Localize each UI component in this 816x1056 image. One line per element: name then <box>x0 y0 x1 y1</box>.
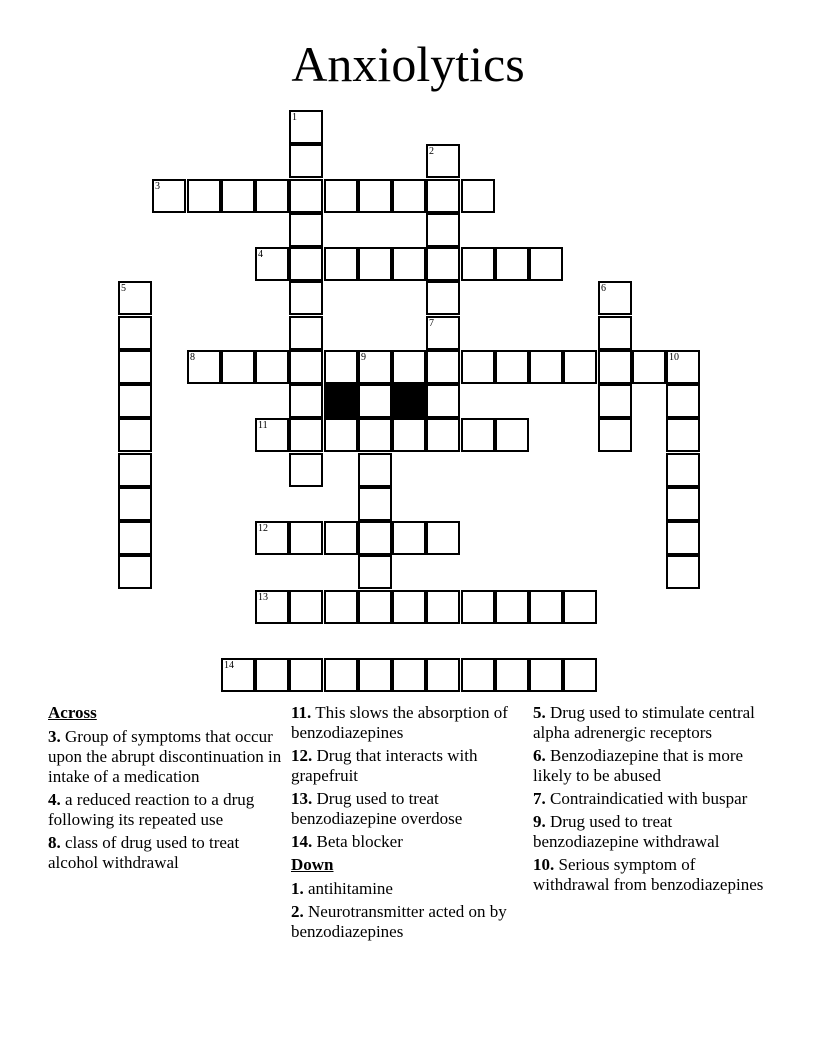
clue-down-2: 2. Neurotransmitter acted on by benzodiazepines <box>291 902 507 941</box>
grid-cell[interactable] <box>289 350 323 384</box>
grid-cell[interactable] <box>152 179 186 213</box>
grid-cell[interactable] <box>461 658 495 692</box>
grid-cell[interactable] <box>358 247 392 281</box>
grid-cell[interactable] <box>426 213 460 247</box>
grid-cell[interactable] <box>255 590 289 624</box>
grid-cell[interactable] <box>598 316 632 350</box>
grid-cell[interactable] <box>392 179 426 213</box>
grid-cell[interactable] <box>495 247 529 281</box>
clue-across-3: 3. Group of symptoms that occur upon the abrupt discontinuation in intake of a medication <box>48 727 282 786</box>
clue-column-1 <box>48 703 284 876</box>
grid-cell[interactable] <box>461 350 495 384</box>
black-square <box>392 384 426 418</box>
grid-cell[interactable] <box>255 418 289 452</box>
grid-cell[interactable] <box>495 590 529 624</box>
grid-cell[interactable] <box>392 418 426 452</box>
grid-cell[interactable] <box>632 350 666 384</box>
clue-across-14: 14. Beta blocker <box>291 832 403 851</box>
grid-cell[interactable] <box>358 179 392 213</box>
grid-cell[interactable] <box>255 521 289 555</box>
grid-cell[interactable] <box>666 487 700 521</box>
grid-cell[interactable] <box>324 521 358 555</box>
clue-number: 1 <box>292 112 297 123</box>
grid-cell[interactable] <box>118 521 152 555</box>
grid-cell[interactable] <box>392 247 426 281</box>
clue-down-1: 1. antihitamine <box>291 879 393 898</box>
clue-down-6: 6. Benzodiazepine that is more likely to be abused <box>533 746 744 785</box>
grid-cell[interactable] <box>289 247 323 281</box>
grid-cell[interactable] <box>118 384 152 418</box>
grid-cell[interactable] <box>495 418 529 452</box>
grid-cell[interactable] <box>666 384 700 418</box>
grid-cell[interactable] <box>118 350 152 384</box>
grid-cell[interactable] <box>598 418 632 452</box>
grid-cell[interactable] <box>563 350 597 384</box>
grid-cell[interactable] <box>255 350 289 384</box>
grid-cell[interactable] <box>289 179 323 213</box>
grid-cell[interactable] <box>118 555 152 589</box>
grid-cell[interactable] <box>563 658 597 692</box>
grid-cell[interactable] <box>255 658 289 692</box>
grid-cell[interactable] <box>324 658 358 692</box>
grid-cell[interactable] <box>221 179 255 213</box>
grid-cell[interactable] <box>529 590 563 624</box>
clue-number: 6 <box>601 283 606 294</box>
grid-cell[interactable] <box>461 418 495 452</box>
grid-cell[interactable] <box>289 453 323 487</box>
grid-cell[interactable] <box>495 658 529 692</box>
grid-cell[interactable] <box>289 281 323 315</box>
grid-cell[interactable] <box>529 247 563 281</box>
grid-cell[interactable] <box>289 418 323 452</box>
grid-cell[interactable] <box>426 418 460 452</box>
grid-cell[interactable] <box>255 247 289 281</box>
grid-cell[interactable] <box>358 658 392 692</box>
clue-across-13: 13. Drug used to treat benzodiazepine overdose <box>291 789 463 828</box>
clue-number: 13 <box>258 592 268 603</box>
clue-number: 3 <box>155 181 160 192</box>
clue-down-5: 5. Drug used to stimulate central alpha adrenergic receptors <box>533 703 755 742</box>
grid-cell[interactable] <box>221 350 255 384</box>
grid-cell[interactable] <box>289 521 323 555</box>
clue-number: 5 <box>121 283 126 294</box>
grid-cell[interactable] <box>118 487 152 521</box>
black-square <box>324 384 358 418</box>
grid-cell[interactable] <box>358 350 392 384</box>
grid-cell[interactable] <box>666 453 700 487</box>
grid-cell[interactable] <box>426 316 460 350</box>
grid-cell[interactable] <box>426 247 460 281</box>
clue-number: 10 <box>669 352 679 363</box>
clue-across-11: 11. This slows the absorption of benzodiazepines <box>291 703 508 742</box>
grid-cell[interactable] <box>461 590 495 624</box>
grid-cell[interactable] <box>392 350 426 384</box>
grid-cell[interactable] <box>358 453 392 487</box>
grid-cell[interactable] <box>358 418 392 452</box>
grid-cell[interactable] <box>666 555 700 589</box>
clue-number: 11 <box>258 420 268 431</box>
clue-across-4: 4. a reduced reaction to a drug following its repeated use <box>48 790 255 829</box>
clue-number: 12 <box>258 523 268 534</box>
clue-down-9: 9. Drug used to treat benzodiazepine withdrawal <box>533 812 720 851</box>
grid-cell[interactable] <box>324 247 358 281</box>
grid-cell[interactable] <box>187 179 221 213</box>
grid-cell[interactable] <box>289 658 323 692</box>
grid-cell[interactable] <box>358 590 392 624</box>
grid-cell[interactable] <box>392 658 426 692</box>
grid-cell[interactable] <box>255 179 289 213</box>
clue-column-2 <box>291 703 527 945</box>
grid-cell[interactable] <box>289 316 323 350</box>
grid-cell[interactable] <box>358 555 392 589</box>
grid-cell[interactable] <box>426 521 460 555</box>
grid-cell[interactable] <box>495 350 529 384</box>
grid-cell[interactable] <box>529 350 563 384</box>
grid-cell[interactable] <box>289 144 323 178</box>
grid-cell[interactable] <box>289 213 323 247</box>
grid-cell[interactable] <box>324 179 358 213</box>
grid-cell[interactable] <box>598 384 632 418</box>
grid-cell[interactable] <box>324 350 358 384</box>
grid-cell[interactable] <box>289 384 323 418</box>
clue-number: 7 <box>429 318 434 329</box>
grid-cell[interactable] <box>358 384 392 418</box>
grid-cell[interactable] <box>118 453 152 487</box>
clue-number: 9 <box>361 352 366 363</box>
across-heading: Across <box>48 703 97 722</box>
clue-across-12: 12. Drug that interacts with grapefruit <box>291 746 478 785</box>
grid-cell[interactable] <box>392 521 426 555</box>
clue-number: 2 <box>429 146 434 157</box>
grid-cell[interactable] <box>118 316 152 350</box>
grid-cell[interactable] <box>187 350 221 384</box>
grid-cell[interactable] <box>426 144 460 178</box>
down-heading: Down <box>291 855 334 874</box>
grid-cell[interactable] <box>666 418 700 452</box>
grid-cell[interactable] <box>289 590 323 624</box>
grid-cell[interactable] <box>426 384 460 418</box>
clue-number: 4 <box>258 249 263 260</box>
grid-cell[interactable] <box>358 521 392 555</box>
grid-cell[interactable] <box>461 247 495 281</box>
grid-cell[interactable] <box>324 590 358 624</box>
grid-cell[interactable] <box>529 658 563 692</box>
grid-cell[interactable] <box>426 590 460 624</box>
grid-cell[interactable] <box>426 281 460 315</box>
clue-down-7: 7. Contraindicatied with buspar <box>533 789 748 808</box>
grid-cell[interactable] <box>289 110 323 144</box>
grid-cell[interactable] <box>118 418 152 452</box>
grid-cell[interactable] <box>426 350 460 384</box>
clue-column-3 <box>533 703 769 898</box>
clue-number: 14 <box>224 660 234 671</box>
grid-cell[interactable] <box>563 590 597 624</box>
grid-cell[interactable] <box>392 590 426 624</box>
grid-cell[interactable] <box>426 658 460 692</box>
grid-cell[interactable] <box>598 350 632 384</box>
grid-cell[interactable] <box>221 658 255 692</box>
page-title: Anxiolytics <box>291 36 525 92</box>
grid-cell[interactable] <box>118 281 152 315</box>
grid-cell[interactable] <box>324 418 358 452</box>
grid-cell[interactable] <box>358 487 392 521</box>
clue-down-10: 10. Serious symptom of withdrawal from benzodiazepines <box>533 855 764 894</box>
grid-cell[interactable] <box>666 350 700 384</box>
clue-across-8: 8. class of drug used to treat alcohol withdrawal <box>48 833 240 872</box>
grid-cell[interactable] <box>598 281 632 315</box>
grid-cell[interactable] <box>461 179 495 213</box>
grid-cell[interactable] <box>666 521 700 555</box>
grid-cell[interactable] <box>426 179 460 213</box>
clue-number: 8 <box>190 352 195 363</box>
